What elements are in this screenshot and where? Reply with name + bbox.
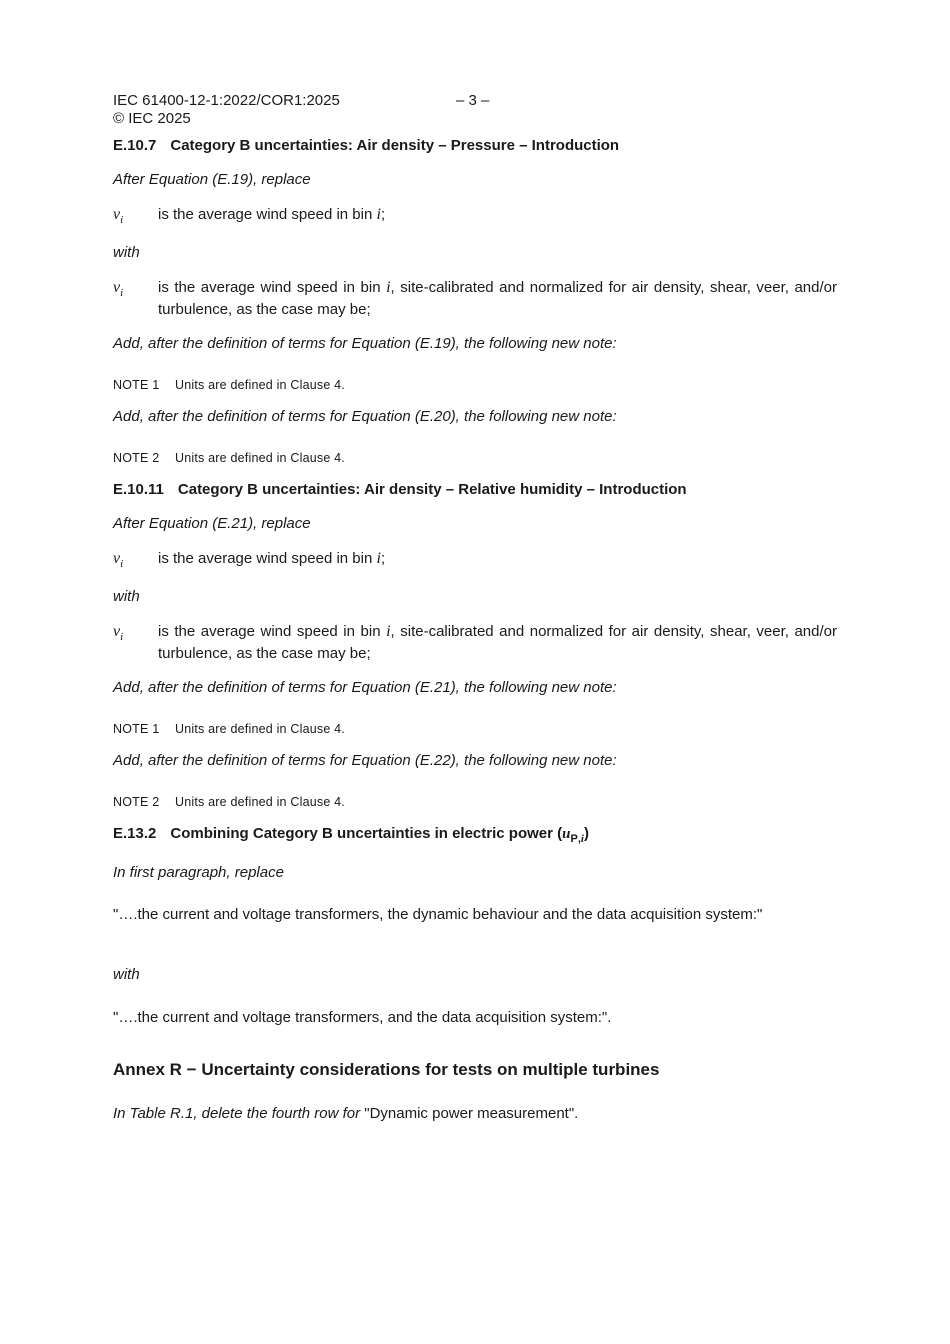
instruction-replace: In first paragraph, replace <box>113 864 284 881</box>
instruction-add-note: Add, after the definition of terms for Equation (E.19), the following new note: <box>113 335 617 352</box>
note: NOTE 2 Units are defined in Clause 4. <box>113 795 345 809</box>
annex-heading: Annex R − Uncertainty considerations for tests on multiple turbines <box>113 1060 660 1079</box>
symbol-uPi: $u_{P,i}$ <box>562 826 584 845</box>
quoted-old-text: "….the current and voltage transformers, the dynamic behaviour and the data acquisition system:" <box>113 906 763 923</box>
instruction-replace: After Equation (E.19), replace <box>113 171 311 188</box>
section-heading-e107: E.10.7 Category B uncertainties: Air density – Pressure – Introduction <box>113 137 620 154</box>
with-label: with <box>113 244 140 261</box>
with-label: with <box>113 966 140 983</box>
symbol-vi: $v_i$ <box>113 206 124 226</box>
instruction-add-note: Add, after the definition of terms for Equation (E.21), the following new note: <box>113 679 617 696</box>
instruction-replace: After Equation (E.21), replace <box>113 515 311 532</box>
page-header <box>113 91 837 110</box>
symbol-vi: $v_i$ <box>113 279 124 299</box>
quoted-new-text: "….the current and voltage transformers, and the data acquisition system:". <box>113 1009 612 1026</box>
section-heading-e1011: E.10.11 Category B uncertainties: Air density – Relative humidity – Introduction <box>113 481 687 498</box>
note: NOTE 1 Units are defined in Clause 4. <box>113 722 345 736</box>
note: NOTE 2 Units are defined in Clause 4. <box>113 451 345 465</box>
symbol-vi: $v_i$ <box>113 550 124 570</box>
definition-old: $v_i$ is the average wind speed in bin i; <box>113 206 386 226</box>
symbol-vi: $v_i$ <box>113 623 124 643</box>
page-number: – 3 – <box>456 92 490 109</box>
with-label: with <box>113 588 140 605</box>
annex-instruction: In Table R.1, delete the fourth row for "Dynamic power measurement". <box>113 1105 579 1122</box>
document-id: IEC 61400-12-1:2022/COR1:2025 <box>113 92 340 109</box>
instruction-add-note: Add, after the definition of terms for Equation (E.22), the following new note: <box>113 752 617 769</box>
definition-new: $v_i$ is the average wind speed in bin i, site-calibrated and normalized for air density, shear, veer, and/or turbulence, as the case may be; <box>113 277 837 321</box>
section-heading-e132: E.13.2 Combining Category B uncertainties in electric power $(u_{P,i})$ <box>113 825 589 845</box>
definition-new: $v_i$ is the average wind speed in bin i, site-calibrated and normalized for air density, shear, veer, and/or turbulence, as the case may be; <box>113 621 837 665</box>
instruction-add-note: Add, after the definition of terms for Equation (E.20), the following new note: <box>113 408 617 425</box>
copyright: © IEC 2025 <box>113 110 191 127</box>
definition-old: $v_i$ is the average wind speed in bin i; <box>113 550 386 570</box>
note: NOTE 1 Units are defined in Clause 4. <box>113 378 345 392</box>
